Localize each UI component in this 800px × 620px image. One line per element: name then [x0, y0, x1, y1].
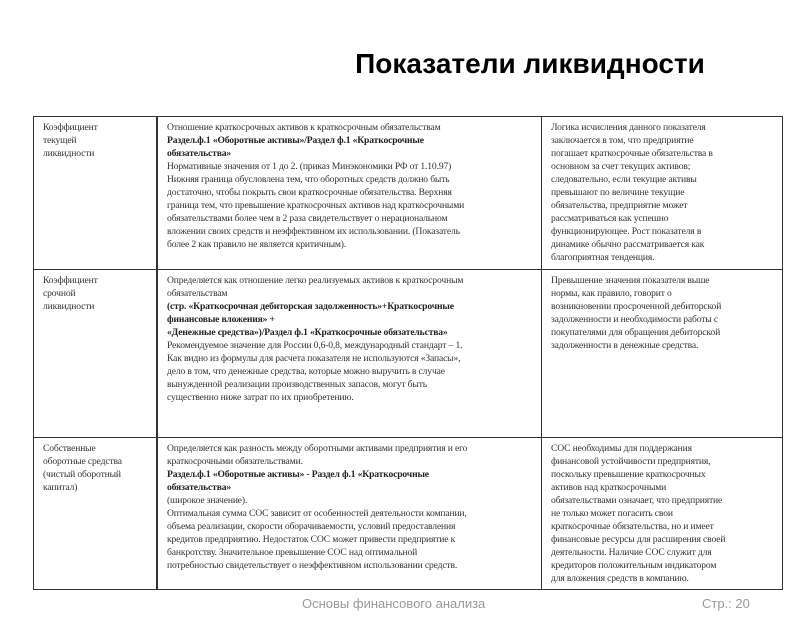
text-line: деятельности. Наличие СОС служит для: [551, 547, 712, 558]
text-line: банкротству. Значительное превышение СОС над оптимальной: [167, 547, 418, 558]
text-line: обязательства»: [167, 482, 232, 493]
definition-cell: [157, 438, 542, 590]
liquidity-table: [33, 116, 783, 590]
text-line: кредиторов положительным индикатором: [551, 560, 717, 571]
text-line: оборотные средства: [43, 456, 122, 467]
text-line: вложении своих средств и неэффективном их использовании. (Показатель: [167, 226, 460, 237]
text-line: капитал): [43, 482, 78, 493]
text-line: обязательствами более чем в 2 раза свидетельствует о нерациональном: [167, 213, 448, 224]
text-line: Рекомендуемое значение для России 0,6-0,8, международный стандарт – 1.: [167, 340, 463, 351]
text-line: поскольку превышение краткосрочных: [551, 469, 706, 480]
text-line: обязательства»: [167, 148, 232, 159]
definition-cell: [157, 117, 542, 270]
text-line: краткосрочными обязательствами.: [167, 456, 303, 467]
text-line: Определяется как разность между оборотными активами предприятия и его: [167, 443, 468, 454]
comment-cell: [542, 270, 783, 438]
text-line: обязательства, предприятие может: [551, 200, 688, 211]
text-line: погашает краткосрочные обязательства в: [551, 148, 713, 159]
text-line: (широкое значение).: [167, 495, 248, 506]
text-line: текущей: [43, 135, 77, 146]
indicator-name-cell: [34, 438, 158, 590]
text-line: динамике обычно рассматривается как: [551, 239, 705, 250]
text-line: для вложения средств в компанию.: [551, 573, 689, 584]
text-line: заключается в том, что предприятие: [551, 135, 694, 146]
text-line: Отношение краткосрочных активов к краткосрочным обязательствам: [167, 122, 441, 133]
text-line: функционирующее. Рост показателя в: [551, 226, 702, 237]
text-line: обязательствам: [167, 288, 228, 299]
text-line: возникновении просроченной дебиторской: [551, 301, 722, 312]
text-line: Нижняя граница обусловлена тем, что оборотных средств должно быть: [167, 174, 450, 185]
text-line: следовательно, если текущие активы: [551, 174, 697, 185]
text-line: ликвидности: [43, 148, 95, 159]
text-line: (чистый оборотный: [43, 469, 121, 480]
text-line: Оптимальная сумма СОС зависит от особенностей деятельности компании,: [167, 508, 467, 519]
text-line: Собственные: [43, 443, 96, 454]
text-line: Раздел.ф.1 «Оборотные активы» - Раздел ф.1 «Краткосрочные: [167, 469, 429, 480]
table-row: [34, 438, 783, 590]
text-line: достаточно, чтобы покрыть свои краткосрочные обязательства. Верхняя: [167, 187, 452, 198]
text-line: активов над краткосрочными: [551, 482, 667, 493]
text-line: потребностью свидетельствует о неэффективном использовании средств.: [167, 560, 458, 571]
table-row: [34, 117, 783, 270]
text-line: основном за счет текущих активов;: [551, 161, 691, 172]
text-line: ликвидности: [43, 301, 95, 312]
text-line: Нормативные значения от 1 до 2. (приказ Минэкономики РФ от 1.10.97): [167, 161, 452, 172]
text-line: обязательствами означает, что предприятие: [551, 495, 723, 506]
text-line: Коэффициент: [43, 275, 98, 286]
text-line: срочной: [43, 288, 76, 299]
footer: [0, 594, 800, 620]
text-line: покупателями для обращения дебиторской: [551, 327, 721, 338]
text-line: объема реализации, скорости оборачиваемости, условий предоставления: [167, 521, 456, 532]
text-line: Превышение значения показателя выше: [551, 275, 710, 286]
text-line: кредитов предприятию. Недостаток СОС может привести предприятие к: [167, 534, 456, 545]
indicator-name-cell: [34, 270, 158, 438]
text-line: «Денежные средства»)/Раздел ф.1 «Краткосрочные обязательства»: [167, 327, 448, 338]
table-row: [34, 270, 783, 438]
text-line: задолженности в денежные средства.: [551, 340, 699, 351]
text-line: (стр. «Краткосрочная дебиторская задолженность»+Краткосрочные: [167, 301, 454, 312]
text-line: Как видно из формулы для расчета показателя не используются «Запасы»,: [167, 353, 461, 364]
comment-cell: [542, 117, 783, 270]
text-line: граница тем, что превышение краткосрочных активов над краткосрочными: [167, 200, 465, 211]
text-line: благоприятная тенденция.: [551, 252, 655, 263]
text-line: существенно ниже затрат по их приобретению.: [167, 392, 354, 403]
indicator-name-cell: [34, 117, 158, 270]
text-line: превышают по величине текущие: [551, 187, 685, 198]
text-line: не только может погасить свои: [551, 508, 673, 519]
text-line: дело в том, что денежные средства, которые можно выручить в случае: [167, 366, 445, 377]
text-line: задолженности и необходимости работы с: [551, 314, 718, 325]
text-line: рассматриваться как успешно: [551, 213, 669, 224]
text-line: Коэффициент: [43, 122, 98, 133]
text-line: нормы, как правило, говорит о: [551, 288, 672, 299]
text-line: финансовой устойчивости предприятия,: [551, 456, 711, 467]
text-line: Раздел.ф.1 «Оборотные активы»/Раздел ф.1 «Краткосрочные: [167, 135, 424, 146]
page-number: Стр.: 20: [702, 596, 750, 611]
text-line: Логика исчисления данного показателя: [551, 122, 706, 133]
definition-cell: [157, 270, 542, 438]
text-line: краткосрочные обязательства, но и имеет: [551, 521, 714, 532]
footer-course: Основы финансового анализа: [302, 596, 486, 611]
text-line: Определяется как отношение легко реализуемых активов к краткосрочным: [167, 275, 464, 286]
text-line: финансовые ресурсы для расширения своей: [551, 534, 726, 545]
comment-cell: [542, 438, 783, 590]
text-line: более 2 как правило не является критичным).: [167, 239, 347, 250]
text-line: вынужденной реализации производственных запасов, могут быть: [167, 379, 427, 390]
slide-title: Показатели ликвидности: [355, 48, 705, 79]
text-line: СОС необходимы для поддержания: [551, 443, 692, 454]
text-line: финансовые вложения» +: [167, 314, 275, 325]
